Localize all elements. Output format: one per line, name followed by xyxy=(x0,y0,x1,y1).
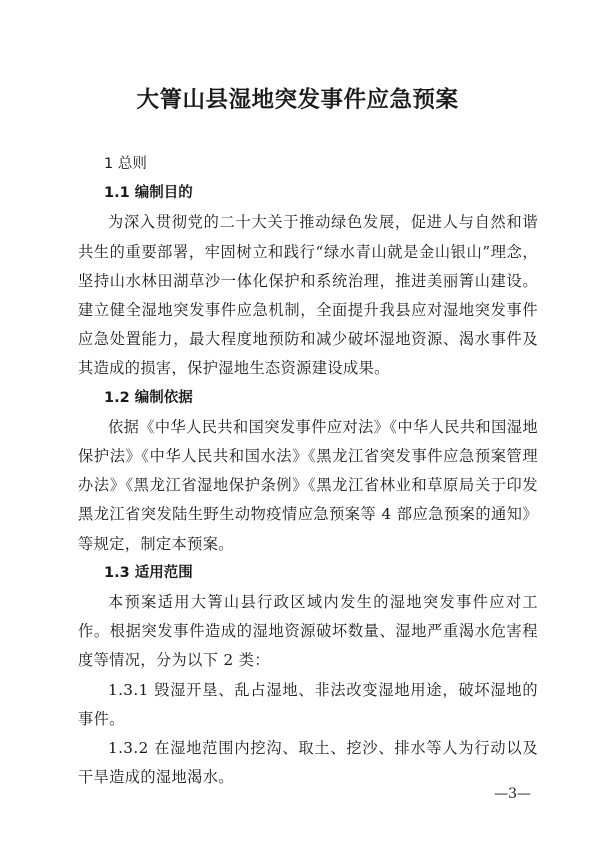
section-heading-scope: 1.3 适用范围 xyxy=(104,564,193,581)
paragraph-purpose: 为深入贯彻党的二十大关于推动绿色发展，促进人与自然和谐共生的重要部署，牢固树立和践行“绿水青山就是金山银山”理念，坚持山水林田湖草沙一体化保护和系统治理，推进美丽箐山建设。建立健全湿地突发事件应急机制，全面提升我县应对湿地突发事件应急处置能力，最大程度地预防和减少破坏湿地资源、渴水事件及其造成的损害，保护湿地生态资源建设成果。 xyxy=(78,213,538,378)
paragraph-scope: 本预案适用大箐山县行政区域内发生的湿地突发事件应对工作。根据突发事件造成的湿地资源破坏数量、湿地严重渴水危害程度等情况，分为以下 2 类： xyxy=(78,593,538,670)
document-body xyxy=(78,150,538,792)
list-item-scope-2: 1.3.2 在湿地范围内挖沟、取土、挖沙、排水等人为行动以及干旱造成的湿地渴水。 xyxy=(78,739,538,787)
section-heading-general: 1 总则 xyxy=(104,156,147,172)
paragraph-basis: 依据《中华人民共和国突发事件应对法》《中华人民共和国湿地保护法》《中华人民共和国水法》《黑龙江省突发事件应急预案管理办法》《黑龙江省湿地保护条例》《黑龙江省林业和草原局关于印发黑龙江省突发陆生野生动物疫情应急预案等 4 部应急预案的通知》等规定，制定本预案。 xyxy=(78,417,538,553)
list-item-scope-1: 1.3.1 毁湿开垦、乱占湿地、非法改变湿地用途，破坏湿地的事件。 xyxy=(78,680,538,728)
section-heading-purpose: 1.1 编制目的 xyxy=(104,185,193,202)
section-heading-basis: 1.2 编制依据 xyxy=(104,389,193,406)
page-number: —3— xyxy=(494,786,531,802)
page-title: 大箐山县湿地突发事件应急预案 xyxy=(136,87,459,113)
